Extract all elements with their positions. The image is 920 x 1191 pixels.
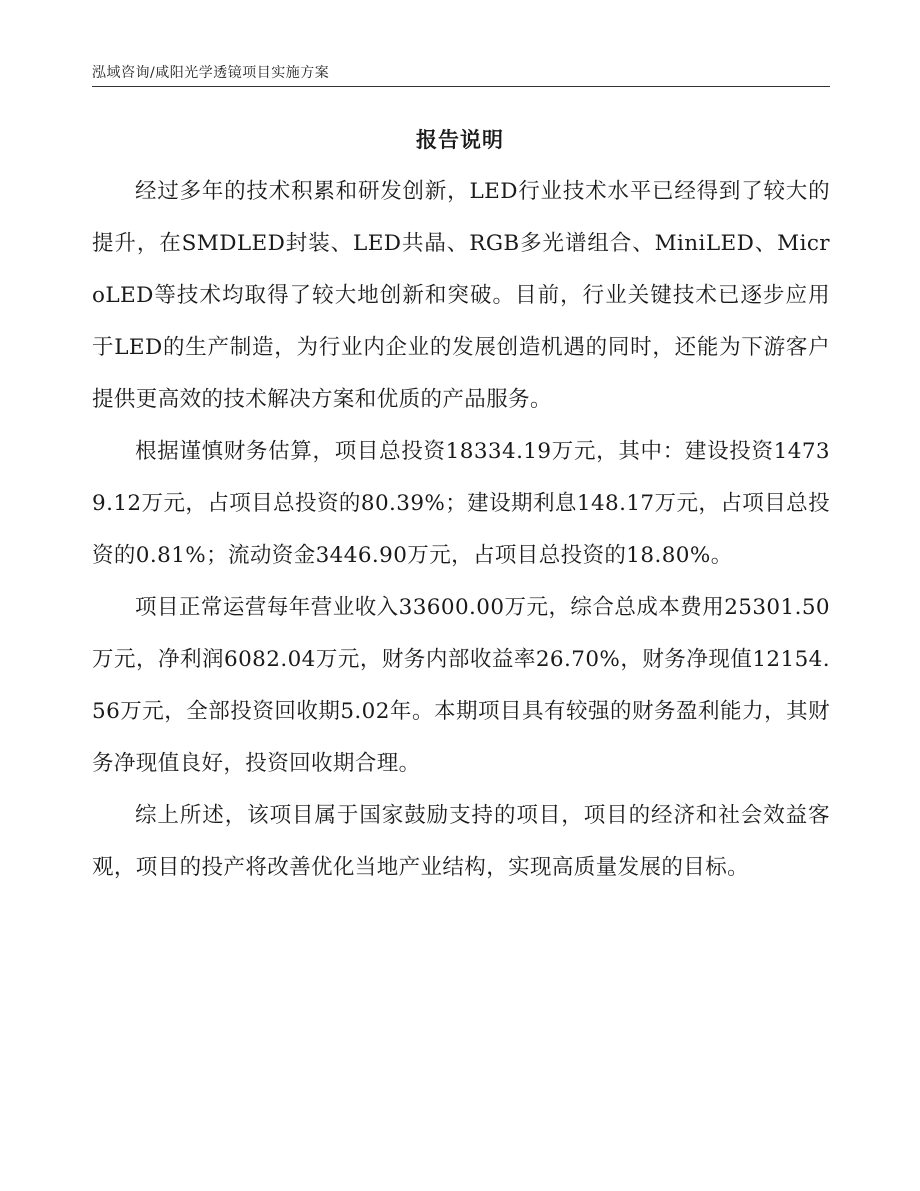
page-title: 报告说明 [416,127,504,152]
running-header: 泓域咨询/咸阳光学透镜项目实施方案 [92,65,330,81]
paragraph-conclusion: 综上所述，该项目属于国家鼓励支持的项目，项目的经济和社会效益客观，项目的投产将改善优化当地产业结构，实现高质量发展的目标。 [92,803,830,880]
header-divider [92,86,830,87]
paragraph-investment-estimate: 根据谨慎财务估算，项目总投资18334.19万元，其中：建设投资14739.12万元，占项目总投资的80.39%；建设期利息148.17万元，占项目总投资的0.81%；流动资金3446.90万元，占项目总投资的18.80%。 [92,439,830,568]
paragraph-industry-background: 经过多年的技术积累和研发创新，LED行业技术水平已经得到了较大的提升，在SMDLED封装、LED共晶、RGB多光谱组合、MiniLED、MicroLED等技术均取得了较大地创新和突破。目前，行业关键技术已逐步应用于LED的生产制造，为行业内企业的发展创造机遇的同时，还能为下游客户提供更高效的技术解决方案和优质的产品服务。 [92,179,830,412]
paragraph-financial-returns: 项目正常运营每年营业收入33600.00万元，综合总成本费用25301.50万元，净利润6082.04万元，财务内部收益率26.70%，财务净现值12154.56万元，全部投资回收期5.02年。本期项目具有较强的财务盈利能力，其财务净现值良好，投资回收期合理。 [92,595,830,776]
report-body [92,166,830,894]
